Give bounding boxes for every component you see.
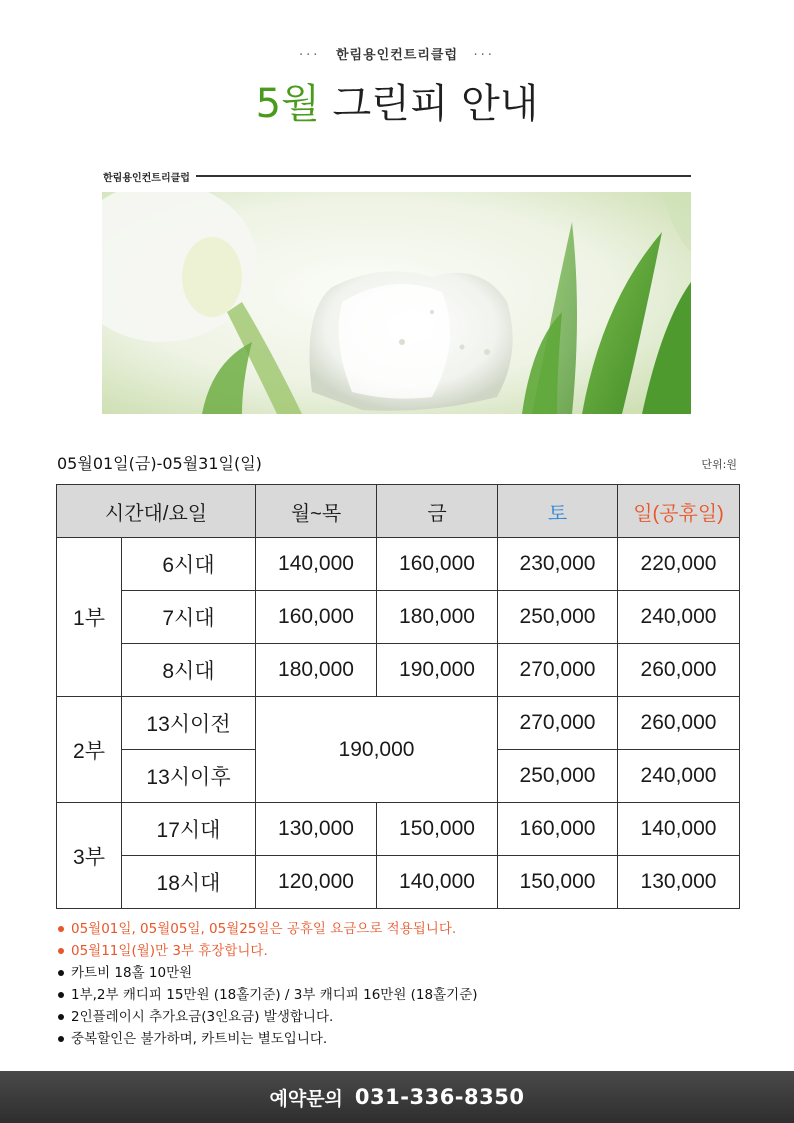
table-row: [57, 538, 740, 591]
price-cell: 160,000: [377, 538, 498, 591]
price-cell: 180,000: [377, 591, 498, 644]
price-cell-merged: 190,000: [256, 697, 498, 803]
part2-label: 2부: [57, 697, 122, 803]
price-cell: 180,000: [256, 644, 377, 697]
note-item: 05월01일, 05월05일, 05월25일은 공휴일 요금으로 적용됩니다.: [56, 918, 478, 940]
unit-label: 단위:원: [701, 458, 737, 471]
price-cell: 270,000: [498, 644, 618, 697]
price-cell: 150,000: [498, 856, 618, 909]
table-row: [57, 591, 740, 644]
tulip-photo: [102, 192, 691, 414]
price-cell: 140,000: [377, 856, 498, 909]
table-row: [57, 856, 740, 909]
table-row: [57, 803, 740, 856]
dots-right: ···: [473, 48, 495, 63]
note-item: 05월11일(월)만 3부 휴장합니다.: [56, 940, 478, 962]
page-title: [0, 78, 794, 130]
price-cell: 140,000: [256, 538, 377, 591]
title-text: 그린피 안내: [332, 81, 539, 127]
table-row: [57, 697, 740, 750]
price-cell: 260,000: [618, 644, 740, 697]
table-row: [57, 644, 740, 697]
club-label: 한림용인컨트리클럽: [103, 172, 190, 184]
price-cell: 220,000: [618, 538, 740, 591]
part1-label: 1부: [57, 538, 122, 697]
club-subtitle: [0, 44, 794, 63]
divider-rule: [196, 175, 691, 177]
club-name: 한림용인컨트리클럽: [335, 48, 459, 63]
time-cell: 7시대: [122, 591, 256, 644]
time-cell: 13시이전: [122, 697, 256, 750]
greenfee-table: [56, 484, 740, 909]
note-item: 중복할인은 불가하며, 카트비는 별도입니다.: [56, 1028, 478, 1050]
price-cell: 230,000: [498, 538, 618, 591]
price-cell: 150,000: [377, 803, 498, 856]
reservation-label: 예약문의: [269, 1087, 343, 1110]
dots-left: ···: [299, 48, 321, 63]
notes-list: [56, 918, 478, 1050]
price-cell: 120,000: [256, 856, 377, 909]
price-cell: 160,000: [498, 803, 618, 856]
header-fri: 금: [377, 485, 498, 538]
price-cell: 240,000: [618, 750, 740, 803]
price-cell: 160,000: [256, 591, 377, 644]
price-cell: 270,000: [498, 697, 618, 750]
rate-period: 05월01일(금)-05월31일(일): [57, 454, 262, 473]
price-cell: 260,000: [618, 697, 740, 750]
note-item: 2인플레이시 추가요금(3인요금) 발생합니다.: [56, 1006, 478, 1028]
price-cell: 190,000: [377, 644, 498, 697]
note-item: 1부,2부 캐디피 15만원 (18홀기준) / 3부 캐디피 16만원 (18홀기준): [56, 984, 478, 1006]
price-cell: 240,000: [618, 591, 740, 644]
header-time-day: 시간대/요일: [57, 485, 256, 538]
price-cell: 130,000: [618, 856, 740, 909]
club-divider: [103, 168, 691, 184]
header-sat: 토: [498, 485, 618, 538]
title-month: 5월: [255, 81, 320, 127]
part3-label: 3부: [57, 803, 122, 909]
time-cell: 8시대: [122, 644, 256, 697]
time-cell: 17시대: [122, 803, 256, 856]
note-item: 카트비 18홀 10만원: [56, 962, 478, 984]
time-cell: 13시이후: [122, 750, 256, 803]
header-sun: 일(공휴일): [618, 485, 740, 538]
tulip-illustration: [102, 192, 691, 414]
price-cell: 250,000: [498, 750, 618, 803]
reservation-footer: [0, 1071, 794, 1123]
price-cell: 140,000: [618, 803, 740, 856]
price-cell: 130,000: [256, 803, 377, 856]
table-header-row: [57, 485, 740, 538]
time-cell: 6시대: [122, 538, 256, 591]
time-cell: 18시대: [122, 856, 256, 909]
price-cell: 250,000: [498, 591, 618, 644]
reservation-phone[interactable]: 031-336-8350: [354, 1085, 525, 1109]
header-mon-thu: 월~목: [256, 485, 377, 538]
